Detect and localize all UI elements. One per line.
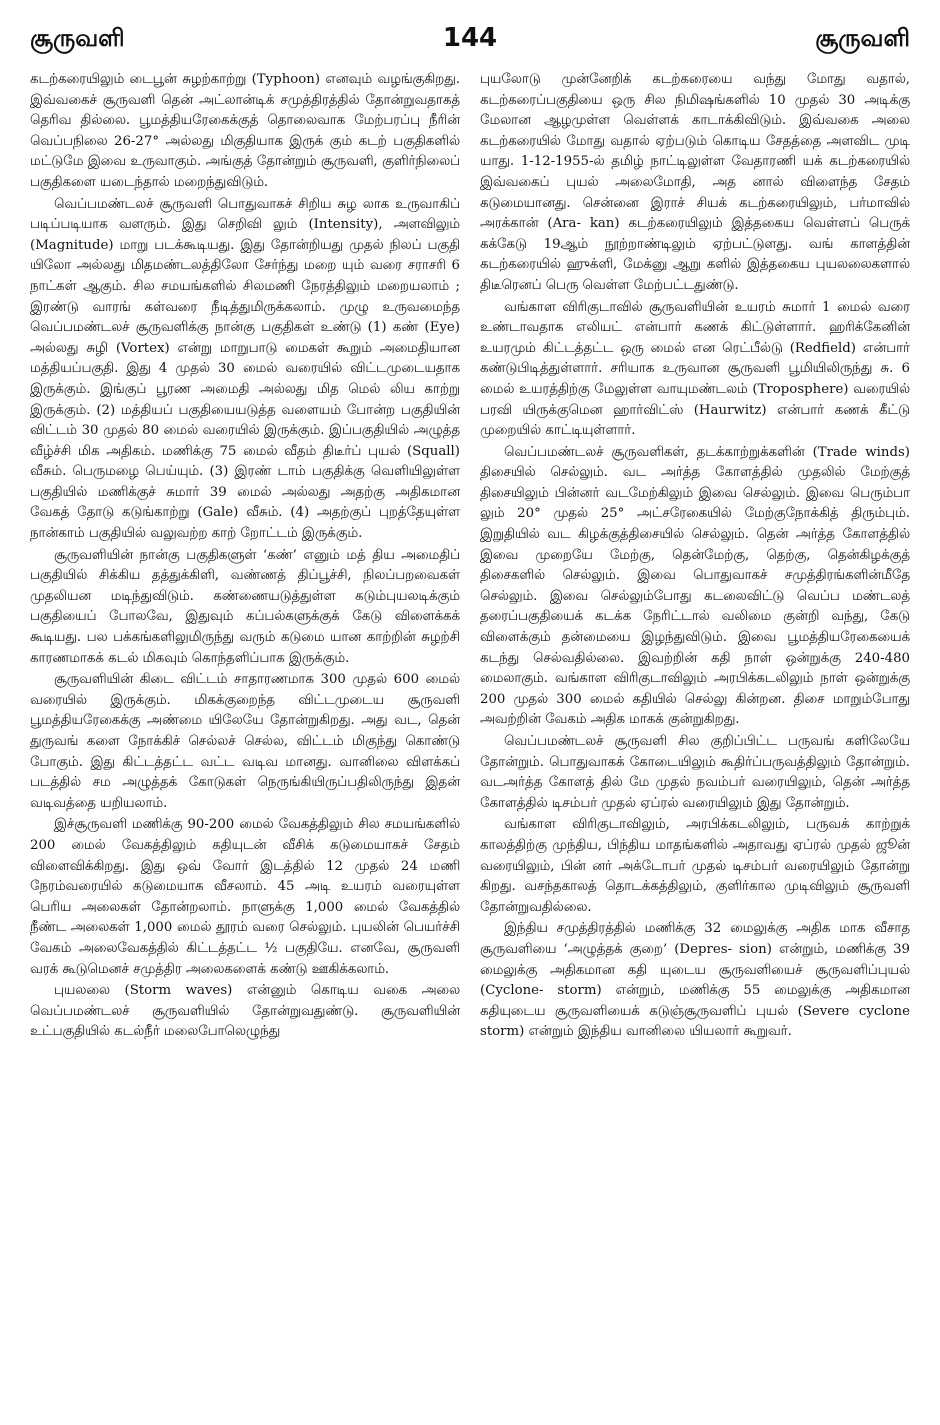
body-columns — [30, 70, 910, 1370]
paragraph: வங்காள விரிகுடாவில் சூருவளியின் உயரம் சுமார் 1 மைல் வரை உண்டாவதாக எலியட் என்பார் கணக் கிட்டுள்ளார். ஹரிக்கேனின் உயரமும் கிட்டத்தட்ட ஒரு மைல் என ரெட்பீல்டு (Redfield) என்பார் கண்டுபிடித்துள்ளார். சரியாக உருவான சூருவளி பூமியிலிருந்து சு. 6 மைல் உயரத்திற்கு மேலுள்ள வாயுமண்டலம் (Troposphere) வரையில் பரவி யிருக்குமென ஹார்விட்ஸ் (Haurwitz) என்பார் கணக் கீட்டு முறையில் காட்டியுள்ளார். — [480, 299, 910, 439]
paragraph: சூருவளியின் நான்கு பகுதிகளுள் ‘கண்’ எனும் மத் திய அமைதிப் பகுதியில் சிக்கிய தத்துக்கிளி, வண்ணத் திப்பூச்சி, நிலப்பறவைகள் முதலியன மடிந்துவிடும். கண்ணையடுத்துள்ள கடும்புயலடிக்கும் பகுதியைப் போலவே, இதுவும் கப்பல்களுக்குக் கேடு விளைக்கக் கூடியது. பல பக்கங்களிலுமிருந்து வரும் கடுமை யான காற்றின் சுழற்சி காரணமாகக் கடல் மிகவும் கொந்தளிப்பாக இருக்கும். — [30, 547, 460, 666]
paragraph: வெப்பமண்டலச் சூருவளிகள், தடக்காற்றுக்களின் (Trade winds) திசையில் செல்லும். வட அர்த்த கோளத்தில் முதலில் மேற்குத் திசையிலும் பின்னர் வடமேற்கிலும் இவை செல்லும். இவை பெரும்பா லும் 20° முதல் 25° அட்சரேகையில் மேற்குநோக்கித் திரும்பும். இறுதியில் வட கிழக்குத்திசையில் செல்லும். தென் அர்த்த கோளத்தில் இவை முறையே மேற்கு, தென்மேற்கு, தெற்கு, தென்கிழக்குத் திசைகளில் செல்லும். இவை பொதுவாகச் சமுத்திரங்களின்மீதே செல்லும். இவை செல்லும்போது கடலைவிட்டு வெப்ப மண்டலத் தரைப்பகுதியைக் கடக்க நேரிட்டால் வலிமை குன்றி வந்து, கேடு விளைக்கும் தன்மையை இழந்துவிடும். இவை பூமத்தியரேகையைக் கடந்து செல்வதில்லை. இவற்றின் கதி நாள் ஒன்றுக்கு 240-480 மைலாகும். வங்காள விரிகுடாவிலும் அரபிக்கடலிலும் நாள் ஒன்றுக்கு 200 முதல் 300 மைல் கதியில் செல்லு கின்றன. திசை மாறும்போது அவற்றின் வேகம் அதிக மாகக் குன்றுகிறது. — [480, 444, 910, 728]
paragraph: வெப்பமண்டலச் சூருவளி பொதுவாகச் சிறிய சுழ லாக உருவாகிப் படிப்படியாக வளரும். இது செறிவி லும் (Intensity), அளவிலும் (Magnitude) மாறு படக்கூடியது. இது தோன்றியது முதல் நிலப் பகுதி யிலோ அல்லது மிதமண்டலத்திலோ சேர்ந்து மறை யும் வரை சராசரி 6 நாட்கள் ஆகும். சில சமயங்களில் சிலமணி நேரத்திலும் மறையலாம் ; இரண்டு வாரங் கள்வரை நீடித்துமிருக்கலாம். முழு உருவமைந்த வெப்பமண்டலச் சூருவளிக்கு நான்கு பகுதிகள் உண்டு (1) கண் (Eye) அல்லது சுழி (Vortex) என்று மாறுபாடு மைகள் கூறும் அமைதியான மத்தியப்பகுதி. இது 4 முதல் 30 மைல் வரையில் விட்டமுடையதாக இருக்கும். இங்குப் பூரண அமைதி அல்லது மித மெல் லிய காற்று இருக்கும். (2) மத்தியப் பகுதியையடுத்த வளையம் போன்ற பகுதியின் விட்டம் 30 முதல் 80 மைல் வரையில் இருக்கும். இப்பகுதியில் அழுத்த வீழ்ச்சி மிக அதிகம். மணிக்கு 75 மைல் வீதம் திடீர்ப் புயல் (Squall) வீசும். பெருமழை பெய்யும். (3) இரண் டாம் பகுதிக்கு வெளியிலுள்ள பகுதியில் மணிக்குச் சுமார் 39 மைல் அல்லது அதற்கு அதிகமான வேகத் தோடு கடுங்காற்று (Gale) வீசும். (4) அதற்குப் புறத்தேயுள்ள நான்காம் பகுதியில் வலுவற்ற காற் றோட்டம் இருக்கும். — [30, 196, 460, 542]
page-header — [24, 22, 916, 62]
paragraph: கடற்கரையிலும் டைபூன் சுழற்காற்று (Typhoon) எனவும் வழங்குகிறது. இவ்வகைச் சூருவளி தென் அட்லான்டிக் சமுத்திரத்தில் தோன்றுவதாகத் தெரிவ தில்லை. பூமத்தியரேகைக்குத் தொலைவாக மேற்பரப்பு நீரின் வெப்பநிலை 26-27° அல்லது மிகுதியாக இருக் கும் கடற் பகுதிகளில் மட்டுமே இவை உருவாகும். அங்குத் தோன்றும் சூருவளி, குளிர்நிலைப் பகுதிகளை யடைந்தால் மறைந்துவிடும். — [30, 72, 460, 190]
running-head-right: சூருவளி — [815, 24, 910, 52]
right-column — [480, 70, 910, 1370]
paragraph: இச்சூருவளி மணிக்கு 90-200 மைல் வேகத்திலும் சில சமயங்களில் 200 மைல் வேகத்திலும் கதியுடன் வீசிக் கடுமையாகச் சேதம் விளைவிக்கிறது. இது ஒவ் வோர் இடத்தில் 12 முதல் 24 மணி நேரம்வரையில் கடுமையாக வீசலாம். 45 அடி உயரம் வரையுள்ள பெரிய அலைகள் தோன்றலாம். நாளுக்கு 1,000 மைல் வேகத்தில் நீண்ட அலைகள் 1,000 மைல் தூரம் வரை செல்லும். புயலின் பெயர்ச்சி வேகம் அலைவேகத்தில் கிட்டத்தட்ட ½ பகுதியே. எனவே, சூருவளி வரக் கூடுமெனச் சமுத்திர அலைகளைக் கண்டு ஊகிக்கலாம். — [30, 817, 460, 977]
paragraph: புயலோடு முன்னேறிக் கடற்கரையை வந்து மோது வதால், கடற்கரைப்பகுதியை ஒரு சில நிமிஷங்களில் 10 முதல் 30 அடிக்கு மேலான ஆழமுள்ள வெள்ளக் காடாக்கிவிடும். இவ்வகை அலை கடற்கரையில் மோது வதால் ஏற்படும் கொடிய சேதத்தை அளவிட முடி யாது. 1-12-1955-ல் தமிழ் நாட்டிலுள்ள வேதாரணி யக் கடற்கரையில் இவ்வகைப் புயல் அலைமோதி, அத னால் விளைந்த சேதம் கடுமையானது. சென்னை இராச் சியக் கடற்கரையிலும், பர்மாவில் அரக்கான் (Ara- kan) கடற்கரையிலும் இத்தகைய வெள்ளப் பெருக் கக்கேடு 19ஆம் நூற்றாண்டிலும் ஏற்பட்டுளது. வங் காளத்தின் கடற்கரையில் ஹுக்ளி, மேக்னு ஆறு களில் இத்தகைய புயலலைகளால் திடீரெனப் பெரு வெள்ள மேற்பட்டதுண்டு. — [480, 72, 910, 293]
paragraph: புயலலை (Storm waves) என்னும் கொடிய வகை அலை வெப்பமண்டலச் சூருவளியில் தோன்றுவதுண்டு. சூருவளியின் உட்பகுதியில் கடல்நீர் மலைபோலெழுந்து — [30, 983, 460, 1040]
paragraph: இந்திய சமுத்திரத்தில் மணிக்கு 32 மைலுக்கு அதிக மாக வீசாத சூருவளியை ‘அழுத்தக் குறை’ (Depres- sion) என்றும், மணிக்கு 39 மைலுக்கு அதிகமான கதி யுடைய சூருவளியைச் சூருவளிப்புயல் (Cyclone- storm) என்றும், மணிக்கு 55 மைலுக்கு அதிகமான கதியுடைய சூருவளியைக் கடுஞ்சூருவளிப் புயல் (Severe cyclone storm) என்றும் இந்திய வானிலை யியலார் கூறுவர். — [480, 921, 910, 1040]
page-number: 144 — [442, 23, 498, 53]
paragraph: வங்காள விரிகுடாவிலும், அரபிக்கடலிலும், பருவக் காற்றுக் காலத்திற்கு முந்திய, பிந்திய மாதங்களில் அதாவது ஏப்ரல் முதல் ஜூன் வரையிலும், பின் னர் அக்டோபர் முதல் டிசம்பர் வரையிலும் தோன்று கிறது. வசந்தகாலத் தொடக்கத்திலும், குளிர்கால முடிவிலும் சூருவளி தோன்றுவதில்லை. — [480, 817, 910, 915]
paragraph: சூருவளியின் கிடை விட்டம் சாதாரணமாக 300 முதல் 600 மைல் வரையில் இருக்கும். மிகக்குறைந்த விட்டமுடைய சூருவளி பூமத்தியரேகைக்கு அண்மை யிலேயே தோன்றுகிறது. அது வட, தென் துருவங் களை நோக்கிச் செல்லச் செல்ல, விட்டம் மிகுந்து கொண்டு போகும். இது கிட்டத்தட்ட வட்ட வடிவ மானது. வானிலை விளக்கப் படத்தில் சம அழுத்தக் கோடுகள் நெருங்கியிருப்பதிலிருந்து இதன் வடிவத்தை யறியலாம். — [30, 672, 460, 811]
paragraph: வெப்பமண்டலச் சூருவளி சில குறிப்பிட்ட பருவங் களிலேயே தோன்றும். பொதுவாகக் கோடையிலும் கூதிர்ப்பருவத்திலும் தோன்றும். வடஅர்த்த கோளத் தில் மே முதல் நவம்பர் வரையிலும், தென் அர்த்த கோளத்தில் டிசம்பர் முதல் ஏப்ரல் வரையிலும் இது தோன்றும். — [480, 734, 910, 811]
left-column — [30, 70, 460, 1370]
running-head-left: சூருவளி — [30, 24, 125, 52]
